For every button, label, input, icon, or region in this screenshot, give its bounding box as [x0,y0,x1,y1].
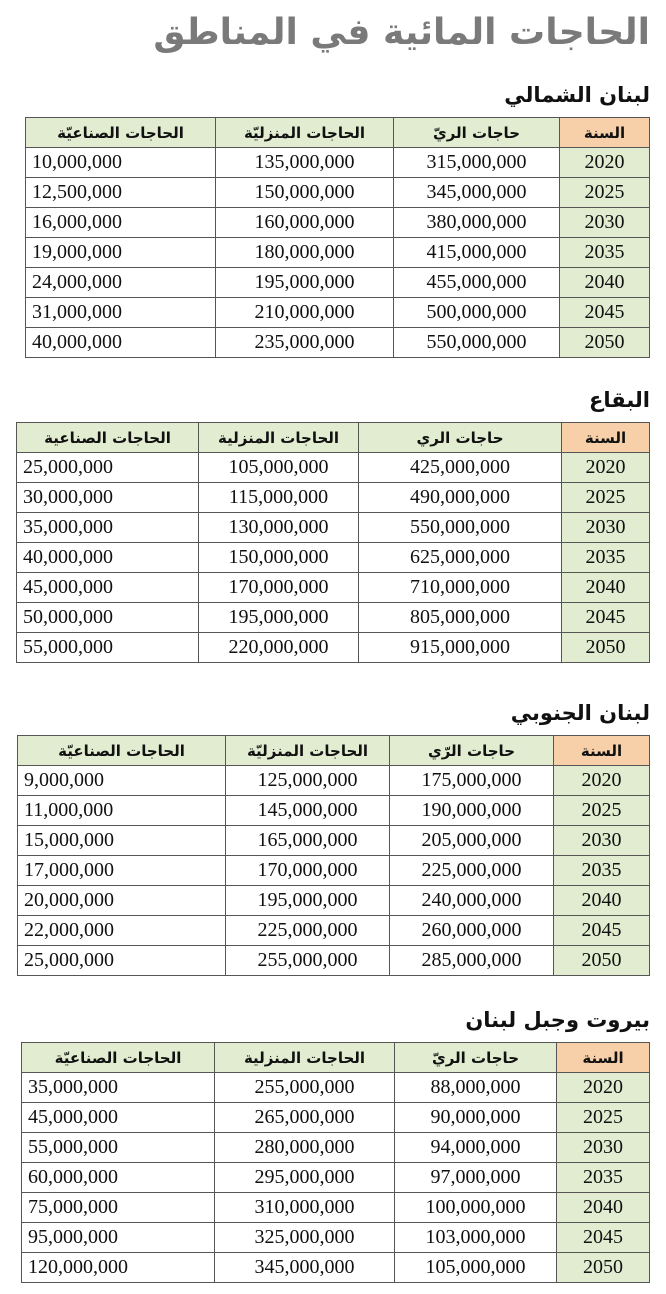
year-cell: 2025 [562,483,650,513]
irrigation-column-header: حاجات الريّ [395,1043,557,1073]
year-column-header: السنة [554,736,650,766]
industrial-cell: 95,000,000 [22,1223,215,1253]
region-section-north [26,80,650,358]
domestic-cell: 255,000,000 [226,946,390,976]
irrigation-cell: 175,000,000 [390,766,554,796]
domestic-cell: 160,000,000 [216,208,394,238]
domestic-column-header: الحاجات المنزلية [215,1043,395,1073]
table-header-row [22,1043,650,1073]
industrial-cell: 75,000,000 [22,1193,215,1223]
region-table [25,117,650,358]
region-table [16,422,650,663]
industrial-cell: 24,000,000 [26,268,216,298]
industrial-cell: 25,000,000 [17,453,199,483]
irrigation-cell: 625,000,000 [359,543,562,573]
table-row [26,238,650,268]
table-row [22,1223,650,1253]
industrial-cell: 19,000,000 [26,238,216,268]
table-row [26,148,650,178]
year-column-header: السنة [560,118,650,148]
industrial-cell: 40,000,000 [17,543,199,573]
industrial-cell: 35,000,000 [22,1073,215,1103]
domestic-cell: 195,000,000 [199,603,359,633]
year-cell: 2050 [557,1253,650,1283]
table-row [17,603,650,633]
domestic-cell: 225,000,000 [226,916,390,946]
irrigation-cell: 455,000,000 [394,268,560,298]
table-row [17,513,650,543]
table-row [22,1193,650,1223]
region-section-beirut [22,1005,650,1283]
year-cell: 2050 [562,633,650,663]
irrigation-cell: 710,000,000 [359,573,562,603]
table-row [22,1103,650,1133]
table-row [17,543,650,573]
year-cell: 2020 [557,1073,650,1103]
table-row [22,1073,650,1103]
table-row [26,178,650,208]
domestic-cell: 310,000,000 [215,1193,395,1223]
industrial-cell: 11,000,000 [18,796,226,826]
year-cell: 2035 [562,543,650,573]
table-row [18,826,650,856]
domestic-cell: 105,000,000 [199,453,359,483]
irrigation-cell: 915,000,000 [359,633,562,663]
irrigation-cell: 90,000,000 [395,1103,557,1133]
table-header-row [18,736,650,766]
region-section-south [18,698,650,976]
table-header-row [26,118,650,148]
domestic-cell: 255,000,000 [215,1073,395,1103]
irrigation-cell: 415,000,000 [394,238,560,268]
irrigation-cell: 345,000,000 [394,178,560,208]
year-cell: 2040 [557,1193,650,1223]
table-row [22,1253,650,1283]
industrial-cell: 60,000,000 [22,1163,215,1193]
domestic-cell: 325,000,000 [215,1223,395,1253]
irrigation-cell: 88,000,000 [395,1073,557,1103]
domestic-cell: 195,000,000 [216,268,394,298]
domestic-column-header: الحاجات المنزليّة [216,118,394,148]
industrial-cell: 45,000,000 [22,1103,215,1133]
table-row [26,268,650,298]
year-cell: 2020 [560,148,650,178]
domestic-cell: 150,000,000 [216,178,394,208]
irrigation-cell: 425,000,000 [359,453,562,483]
table-header-row [17,423,650,453]
irrigation-cell: 490,000,000 [359,483,562,513]
industrial-cell: 20,000,000 [18,886,226,916]
industrial-cell: 10,000,000 [26,148,216,178]
year-cell: 2035 [560,238,650,268]
irrigation-cell: 103,000,000 [395,1223,557,1253]
domestic-column-header: الحاجات المنزلية [199,423,359,453]
industrial-cell: 16,000,000 [26,208,216,238]
table-row [26,328,650,358]
industrial-column-header: الحاجات الصناعية [17,423,199,453]
year-cell: 2040 [560,268,650,298]
domestic-cell: 265,000,000 [215,1103,395,1133]
year-cell: 2030 [557,1133,650,1163]
industrial-cell: 50,000,000 [17,603,199,633]
table-row [17,633,650,663]
year-cell: 2030 [554,826,650,856]
domestic-column-header: الحاجات المنزليّة [226,736,390,766]
industrial-cell: 31,000,000 [26,298,216,328]
year-column-header: السنة [557,1043,650,1073]
industrial-cell: 40,000,000 [26,328,216,358]
domestic-cell: 195,000,000 [226,886,390,916]
region-title: لبنان الشمالي [504,83,650,107]
region-section-bekaa [17,385,650,663]
domestic-cell: 125,000,000 [226,766,390,796]
domestic-cell: 170,000,000 [199,573,359,603]
region-table [17,735,650,976]
page-title: الحاجات المائية في المناطق [153,12,650,53]
year-cell: 2035 [557,1163,650,1193]
table-row [26,298,650,328]
year-cell: 2025 [560,178,650,208]
domestic-cell: 295,000,000 [215,1163,395,1193]
domestic-cell: 150,000,000 [199,543,359,573]
domestic-cell: 220,000,000 [199,633,359,663]
irrigation-cell: 225,000,000 [390,856,554,886]
table-row [18,796,650,826]
irrigation-cell: 97,000,000 [395,1163,557,1193]
region-title: لبنان الجنوبي [510,701,650,725]
irrigation-cell: 240,000,000 [390,886,554,916]
irrigation-cell: 550,000,000 [359,513,562,543]
region-title: البقاع [588,388,650,412]
year-cell: 2035 [554,856,650,886]
irrigation-column-header: حاجات الرّي [390,736,554,766]
year-cell: 2045 [562,603,650,633]
industrial-column-header: الحاجات الصناعيّة [18,736,226,766]
irrigation-cell: 105,000,000 [395,1253,557,1283]
industrial-cell: 9,000,000 [18,766,226,796]
table-row [18,766,650,796]
domestic-cell: 145,000,000 [226,796,390,826]
table-row [17,453,650,483]
table-row [22,1163,650,1193]
year-cell: 2020 [554,766,650,796]
irrigation-cell: 285,000,000 [390,946,554,976]
domestic-cell: 115,000,000 [199,483,359,513]
irrigation-column-header: حاجات الريّ [394,118,560,148]
industrial-cell: 15,000,000 [18,826,226,856]
table-row [18,946,650,976]
year-cell: 2030 [562,513,650,543]
region-title: بيروت وجبل لبنان [465,1008,650,1032]
irrigation-column-header: حاجات الري [359,423,562,453]
irrigation-cell: 205,000,000 [390,826,554,856]
irrigation-cell: 100,000,000 [395,1193,557,1223]
year-cell: 2045 [560,298,650,328]
table-row [18,886,650,916]
table-row [17,483,650,513]
year-cell: 2040 [554,886,650,916]
irrigation-cell: 260,000,000 [390,916,554,946]
region-table [21,1042,650,1283]
domestic-cell: 280,000,000 [215,1133,395,1163]
irrigation-cell: 550,000,000 [394,328,560,358]
domestic-cell: 135,000,000 [216,148,394,178]
year-column-header: السنة [562,423,650,453]
industrial-cell: 55,000,000 [17,633,199,663]
irrigation-cell: 500,000,000 [394,298,560,328]
year-cell: 2040 [562,573,650,603]
year-cell: 2020 [562,453,650,483]
industrial-column-header: الحاجات الصناعيّة [22,1043,215,1073]
domestic-cell: 235,000,000 [216,328,394,358]
irrigation-cell: 380,000,000 [394,208,560,238]
table-row [22,1133,650,1163]
industrial-cell: 55,000,000 [22,1133,215,1163]
year-cell: 2050 [554,946,650,976]
domestic-cell: 210,000,000 [216,298,394,328]
industrial-cell: 17,000,000 [18,856,226,886]
industrial-cell: 12,500,000 [26,178,216,208]
year-cell: 2045 [557,1223,650,1253]
irrigation-cell: 94,000,000 [395,1133,557,1163]
table-row [18,916,650,946]
irrigation-cell: 315,000,000 [394,148,560,178]
year-cell: 2050 [560,328,650,358]
year-cell: 2025 [557,1103,650,1133]
industrial-cell: 22,000,000 [18,916,226,946]
year-cell: 2025 [554,796,650,826]
year-cell: 2030 [560,208,650,238]
irrigation-cell: 190,000,000 [390,796,554,826]
table-row [26,208,650,238]
industrial-cell: 25,000,000 [18,946,226,976]
domestic-cell: 170,000,000 [226,856,390,886]
domestic-cell: 180,000,000 [216,238,394,268]
industrial-cell: 35,000,000 [17,513,199,543]
year-cell: 2045 [554,916,650,946]
domestic-cell: 130,000,000 [199,513,359,543]
domestic-cell: 165,000,000 [226,826,390,856]
irrigation-cell: 805,000,000 [359,603,562,633]
table-row [17,573,650,603]
industrial-cell: 45,000,000 [17,573,199,603]
industrial-cell: 30,000,000 [17,483,199,513]
table-row [18,856,650,886]
domestic-cell: 345,000,000 [215,1253,395,1283]
industrial-column-header: الحاجات الصناعيّة [26,118,216,148]
industrial-cell: 120,000,000 [22,1253,215,1283]
